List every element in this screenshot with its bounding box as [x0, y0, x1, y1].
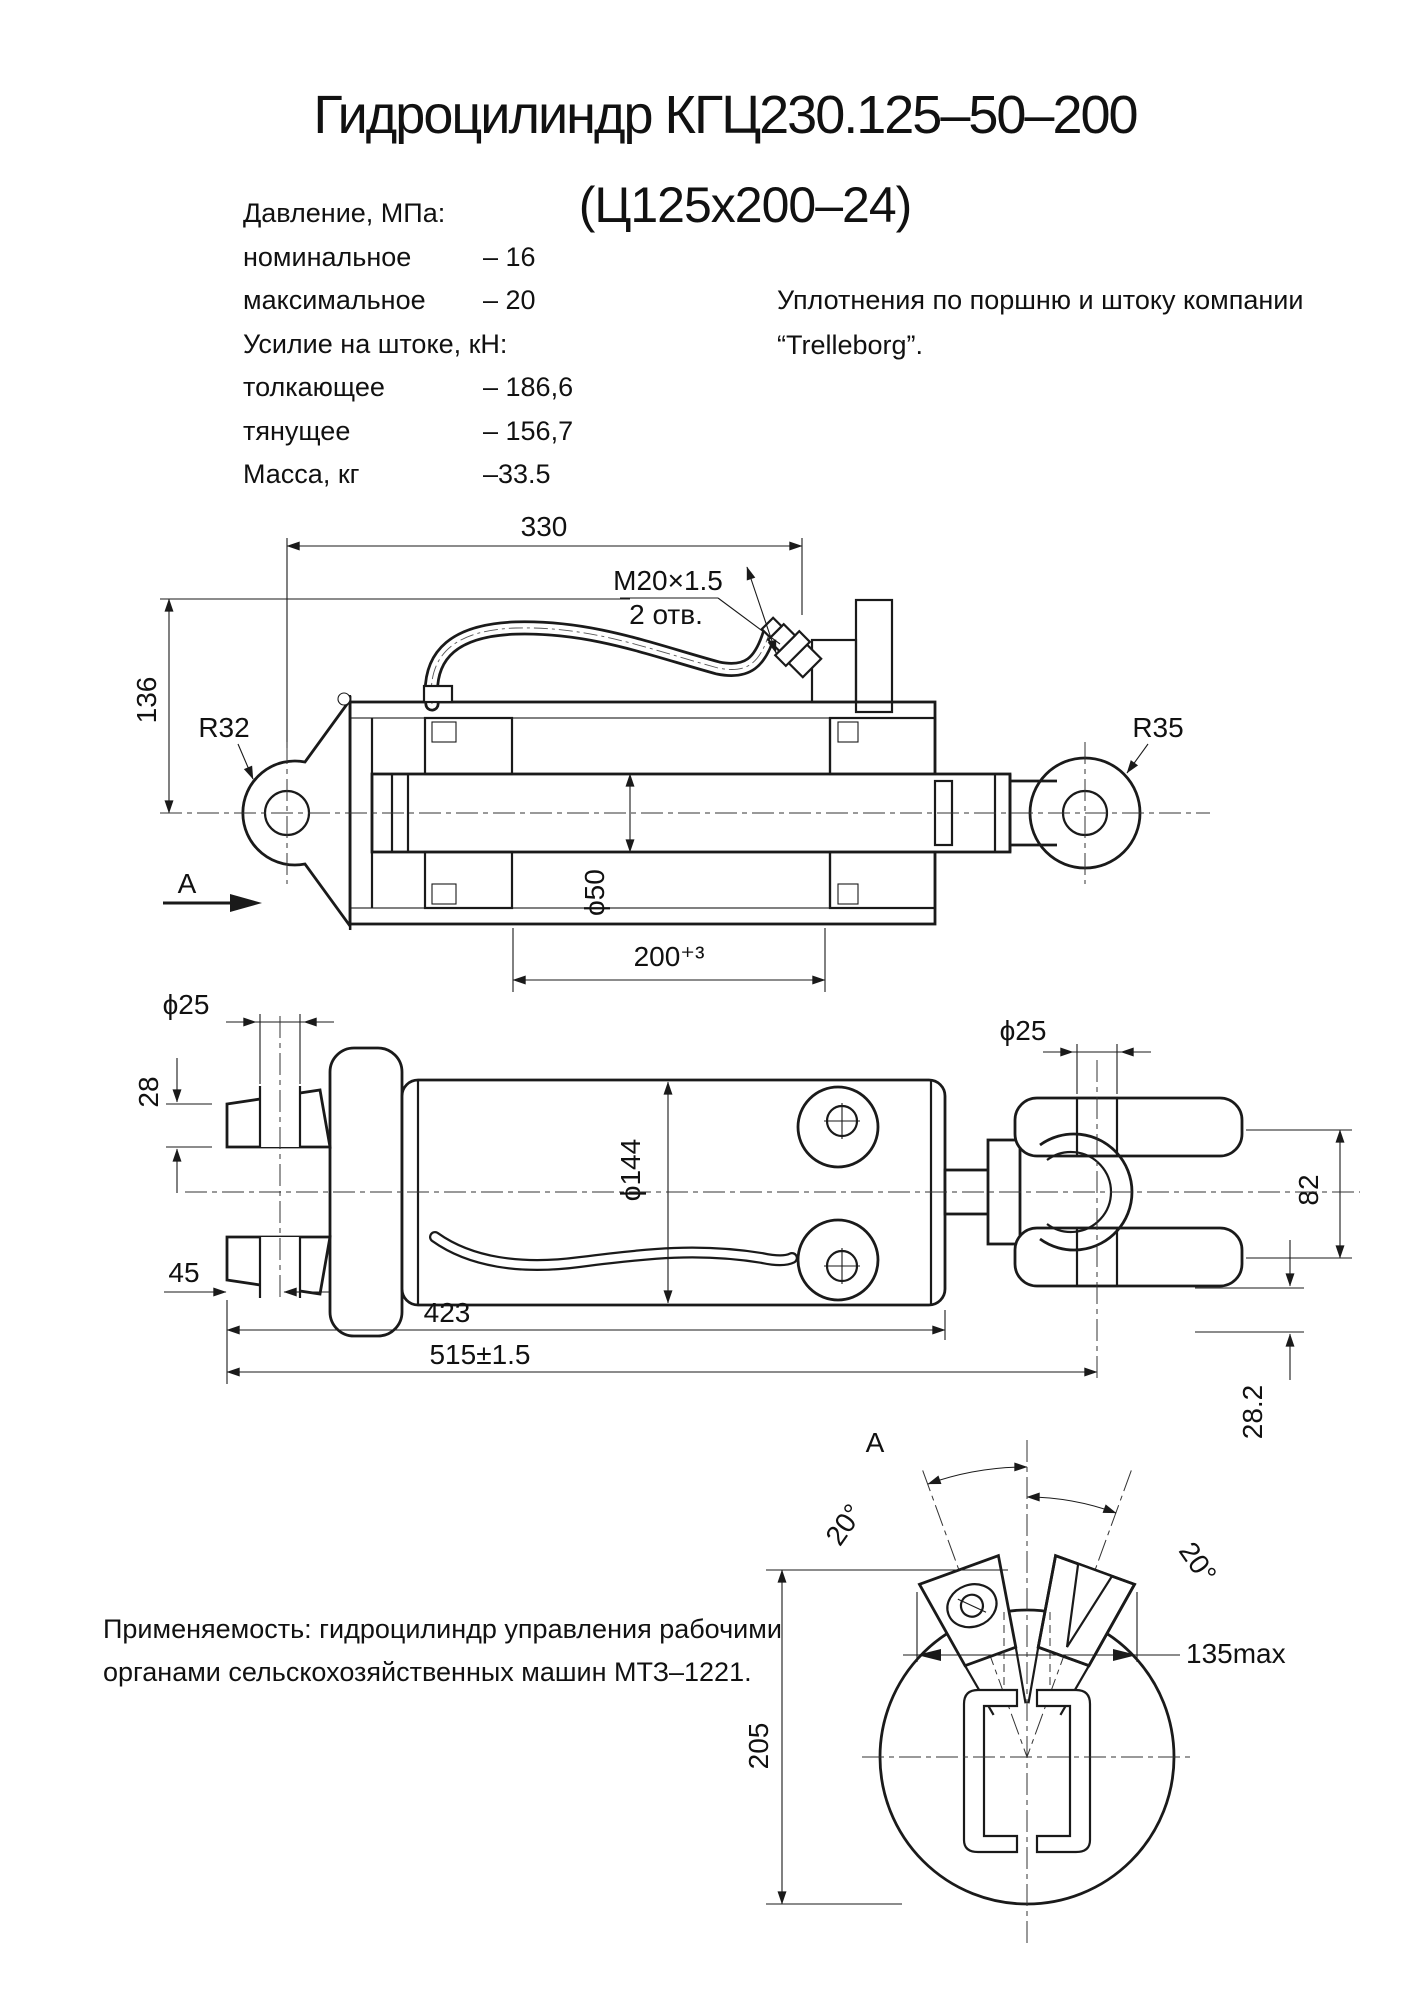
dim-330: 330: [520, 511, 568, 542]
spec-row: номинальное – 16: [243, 241, 536, 272]
dim-body-dia: ϕ144: [615, 1138, 646, 1202]
dim-136: 136: [131, 676, 162, 724]
spec-row: тянущее – 156,7: [243, 415, 574, 446]
dim-rod-dia: ϕ50: [579, 869, 610, 916]
seal-note: Уплотнения по поршню и штоку компании “Trelleborg”.: [777, 285, 1304, 360]
dim-stroke: 200⁺³: [633, 941, 705, 972]
spec-row: толкающее – 186,6: [243, 372, 574, 402]
dim-jaw-28: 28: [133, 1076, 164, 1108]
clevis-jaw-upper: [1015, 1098, 1242, 1156]
tube-bracket: [856, 600, 892, 712]
application-note: Применяемость: гидроцилиндр управления рабочими органами сельскохозяйственных машин МТЗ–1221.: [103, 1614, 782, 1687]
spec-row: Давление, МПа:: [243, 198, 446, 228]
dim-205: 205: [743, 1722, 774, 1770]
dim-r35: R35: [1132, 712, 1184, 743]
dim-r32: R32: [198, 712, 250, 743]
dim-423: 423: [423, 1297, 471, 1328]
section-view: [131, 511, 1210, 992]
dim-angle-left: 20°: [819, 1498, 870, 1551]
drawing-title: Гидроцилиндр КГЦ230.125–50–200: [313, 85, 1137, 145]
dim-515: 515±1.5: [429, 1339, 531, 1370]
clevis-jaw-lower: [1015, 1228, 1242, 1286]
drawing-subtitle: (Ц125х200–24): [578, 177, 912, 233]
dim-thread-holes: 2 отв.: [629, 599, 703, 630]
dim-angle-right: 20°: [1172, 1536, 1223, 1589]
dim-135max: 135max: [1186, 1638, 1286, 1669]
spec-row: Масса, кг –33.5: [243, 459, 551, 489]
dim-thread: M20×1.5: [613, 565, 723, 596]
view-arrow-label: A: [177, 868, 197, 899]
spec-row: Усилие на штоке, кН:: [243, 328, 508, 359]
dim-45: 45: [168, 1257, 200, 1288]
dim-pin-right: ϕ25: [999, 1015, 1047, 1046]
port-boss: [812, 640, 856, 702]
dim-28-2: 28.2: [1237, 1384, 1268, 1440]
a-view-label: A: [865, 1427, 885, 1458]
side-view: [133, 989, 1360, 1439]
dim-pin-left: ϕ25: [162, 989, 210, 1020]
a-view: [743, 1427, 1286, 1945]
dim-fork-82: 82: [1293, 1174, 1324, 1206]
spec-row: максимальное – 20: [243, 285, 536, 315]
view-direction-arrow: [230, 894, 262, 912]
